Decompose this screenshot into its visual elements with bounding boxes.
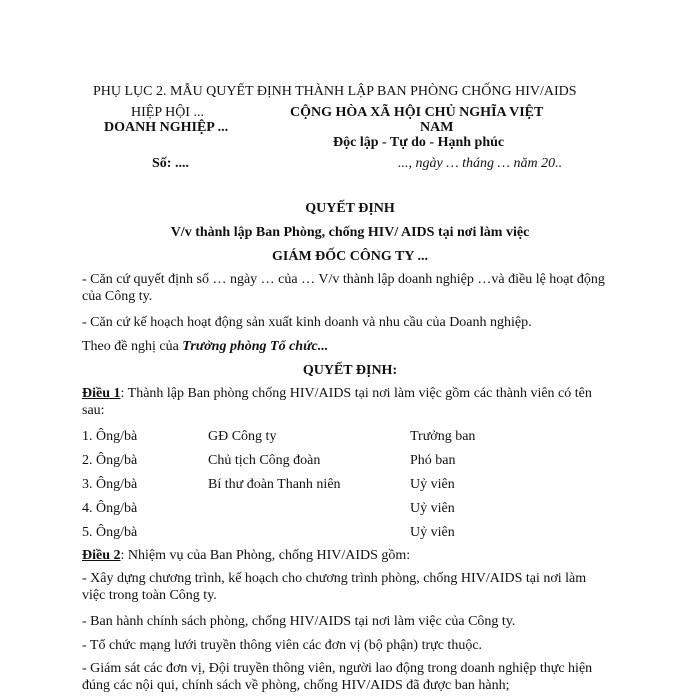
basis-item: - Căn cứ kế hoạch hoạt động sản xuất kinh doanh và nhu cầu của Doanh nghiệp.: [82, 315, 532, 330]
member-name: 3. Ông/bà: [82, 477, 138, 492]
member-role: Phó ban: [410, 453, 456, 468]
duty-item: - Xây dựng chương trình, kế hoạch cho chương trình phòng, chống HIV/AIDS tại nơi làm việc trong toàn Công ty.: [82, 571, 587, 603]
member-name: 4. Ông/bà: [82, 501, 138, 516]
article-1: [82, 385, 617, 419]
article-1-label: Điều 1: [82, 386, 121, 401]
member-position: Bí thư đoàn Thanh niên: [208, 477, 341, 492]
article-1-text: : Thành lập Ban phòng chống HIV/AIDS tại nơi làm việc gồm các thành viên có tên sau:: [82, 386, 592, 418]
member-name: 2. Ông/bà: [82, 453, 138, 468]
duty-item: - Giám sát các đơn vị, Đội truyền thông viên, người lao động trong doanh nghiệp thực hiện đúng các nội qui, chính sách về phòng, chống HIV/AIDS đã được ban hành;: [82, 661, 593, 693]
article-2-label: Điều 2: [82, 548, 121, 563]
member-role: Uỷ viên: [410, 477, 455, 492]
duty-item: - Tổ chức mạng lưới truyền thông viên các đơn vị (bộ phận) trực thuộc.: [82, 638, 483, 653]
member-position: Chủ tịch Công đoàn: [208, 453, 321, 468]
decision-subject: V/v thành lập Ban Phòng, chống HIV/ AIDS tại nơi làm việc: [170, 225, 530, 240]
proposal-person: Trưởng phòng Tổ chức...: [182, 339, 329, 354]
member-name: 1. Ông/bà: [82, 429, 138, 444]
article-2: [82, 547, 410, 564]
document-number: Số: ....: [152, 156, 189, 171]
basis-item: - Căn cứ quyết định số … ngày … của … V/v thành lập doanh nghiệp …và điều lệ hoạt động của Công ty.: [82, 272, 605, 304]
decide-heading: QUYẾT ĐỊNH:: [302, 363, 398, 378]
header-org-line1: HIỆP HỘI ...: [131, 105, 204, 120]
member-name: 5. Ông/bà: [82, 525, 138, 540]
header-org-line2: DOANH NGHIỆP ...: [104, 120, 229, 135]
proposal-prefix: Theo đề nghị của: [82, 339, 183, 354]
member-role: Uỷ viên: [410, 525, 455, 540]
appendix-title: PHỤ LỤC 2. MẪU QUYẾT ĐỊNH THÀNH LẬP BAN PHÒNG CHỐNG HIV/AIDS: [93, 84, 577, 99]
duty-item: - Ban hành chính sách phòng, chống HIV/AIDS tại nơi làm việc của Công ty.: [82, 614, 516, 629]
decision-issuer: GIÁM ĐỐC CÔNG TY ...: [272, 249, 428, 264]
decision-title: QUYẾT ĐỊNH: [305, 201, 395, 216]
member-position: GĐ Công ty: [208, 429, 277, 444]
document-date: ..., ngày … tháng … năm 20..: [398, 156, 563, 171]
header-country-line1: CỘNG HÒA XÃ HỘI CHỦ NGHĨA VIỆT: [290, 105, 544, 120]
header-country-line2: NAM: [420, 120, 454, 135]
header-motto: Độc lập - Tự do - Hạnh phúc: [333, 135, 505, 150]
member-role: Trưởng ban: [410, 429, 476, 444]
article-2-text: : Nhiệm vụ của Ban Phòng, chống HIV/AIDS gồm:: [120, 548, 411, 563]
member-role: Uỷ viên: [410, 501, 455, 516]
proposal-line: [82, 338, 328, 355]
